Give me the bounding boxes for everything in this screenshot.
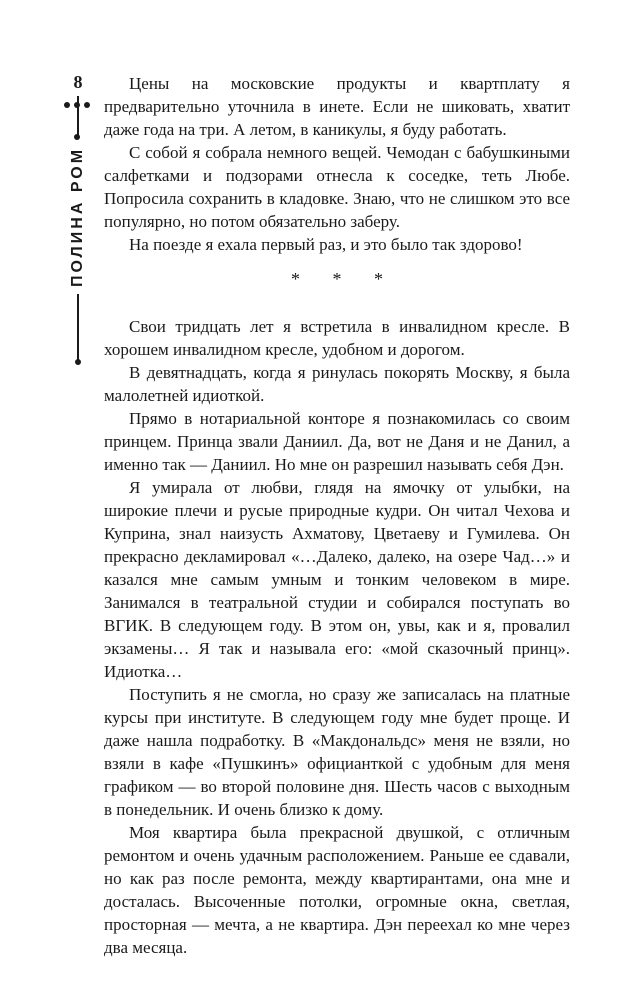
- header-rule-bottom: [77, 294, 79, 364]
- ornament-dot: [75, 359, 81, 365]
- ornament-dot: [84, 102, 90, 108]
- paragraph: В девятнадцать, когда я ринулась покорять Москву, я была малолетней идиоткой.: [104, 363, 570, 405]
- ornament-dot: [64, 102, 70, 108]
- page-number: 8: [73, 72, 83, 92]
- author-name: ПОЛИНА РОМ: [69, 146, 86, 287]
- section-separator: * * *: [291, 269, 397, 289]
- paragraph: Свои тридцать лет я встретила в инвалидном кресле. В хорошем инвалидном кресле, удобном и дорогом.: [104, 317, 570, 359]
- paragraph: Цены на московские продукты и квартплату я предварительно уточнила в инете. Если не шиковать, хватит даже года на три. А летом, в каникулы, я буду работать.: [104, 74, 570, 139]
- ornament-dot: [74, 102, 80, 108]
- running-header: [58, 72, 98, 302]
- paragraph: На поезде я ехала первый раз, и это было так здорово!: [129, 235, 523, 254]
- paragraph: Моя квартира была прекрасной двушкой, с отличным ремонтом и очень удачным расположением. Раньше ее сдавали, но как раз после ремонта, между квартирантами, она мне и досталась. Высоченные потолки, огромные окна, светлая, просторная — мечта, а не квартира. Дэн переехал ко мне через два месяца.: [104, 823, 570, 957]
- paragraph: С собой я собрала немного вещей. Чемодан с бабушкиными салфетками и подзорами отнесла к соседке, теть Любе. Попросила сохранить в кладовке. Знаю, что не слишком это все популярно, но потом обязательно заберу.: [104, 143, 570, 231]
- paragraph: Прямо в нотариальной конторе я познакомилась со своим принцем. Принца звали Даниил. Да, вот не Даня и не Данил, а именно так — Даниил. Но мне он разрешил называть себя Дэн.: [104, 409, 570, 474]
- paragraph: Я умирала от любви, глядя на ямочку от улыбки, на широкие плечи и русые природные кудри. Он читал Чехова и Куприна, знал наизусть Ахматову, Цветаеву и Гумилева. Он прекрасно декламировал «…Далеко, далеко, на озере Чад…» и казался мне самым умным и тонким человеком в мире. Занимался в театральной студии и собирался поступать во ВГИК. В следующем году. В этом он, увы, как и я, провалил экзамены… Я так и называла его: «мой сказочный принц». Идиотка…: [104, 478, 570, 681]
- page-body: [104, 72, 570, 959]
- ornament-dot: [74, 134, 80, 140]
- paragraph: Поступить я не смогла, но сразу же записалась на платные курсы при институте. В следующем году мне будет проще. И даже нашла подработку. В «Макдональдс» меня не взяли, но взяли в кафе «Пушкинъ» официанткой с удобным для меня графиком — во второй половине дня. Шесть часов с выходным в понедельник. И очень близко к дому.: [104, 685, 570, 819]
